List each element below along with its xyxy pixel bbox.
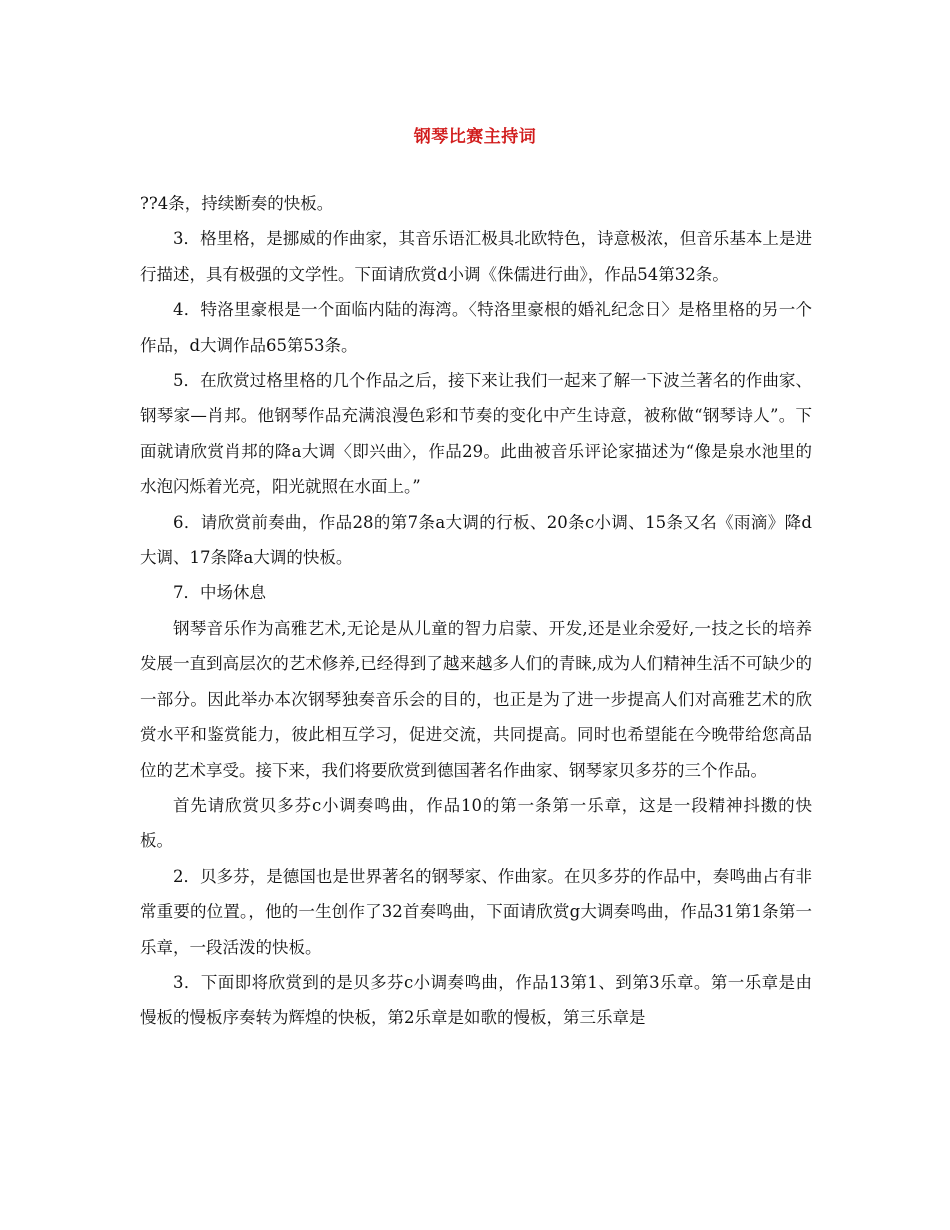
paragraph-beethoven-second: 2．贝多芬，是德国也是世界著名的钢琴家、作曲家。在贝多芬的作品中，奏鸣曲占有非常重要的位置。，他的一生创作了32首奏鸣曲，下面请欣赏g大调奏鸣曲，作品31第1条第一乐章，一段活泼的快板。 [140,866,812,957]
paragraph-continuation: ??4条，持续断奏的快板。 [140,194,334,213]
paragraph-troldhaugen: 4．特洛里豪根是一个面临内陆的海湾。〈特洛里豪根的婚礼纪念日〉是格里格的另一个作品，d大调作品65第53条。 [140,300,812,355]
paragraph-chopin-intro: 5．在欣赏过格里格的几个作品之后，接下来让我们一起来了解一下波兰著名的作曲家、钢琴家—肖邦。他钢琴作品充满浪漫色彩和节奏的变化中产生诗意，被称做“钢琴诗人”。下面就请欣赏肖邦的降a大调〈即兴曲〉，作品29。此曲被音乐评论家描述为“像是泉水池里的水泡闪烁着光亮，阳光就照在水面上。” [140,371,812,497]
paragraph-preludes: 6．请欣赏前奏曲，作品28的第7条a大调的行板、20条c小调、15条又名《雨滴》降d大调、17条降a大调的快板。 [140,512,812,568]
document-body [140,186,812,1036]
paragraph-beethoven-first: 首先请欣赏贝多芬c小调奏鸣曲，作品10的第一条第一乐章，这是一段精神抖擞的快板。 [140,795,812,851]
paragraph-grieg-intro: 3．格里格，是挪威的作曲家，其音乐语汇极具北欧特色，诗意极浓，但音乐基本上是进行描述，具有极强的文学性。下面请欣赏d小调《侏儒进行曲》，作品54第32条。 [140,229,812,284]
document-title: 钢琴比赛主持词 [413,127,537,147]
paragraph-beethoven-third: 3．下面即将欣赏到的是贝多芬c小调奏鸣曲，作品13第1、到第3乐章。第一乐章是由慢板的慢板序奏转为辉煌的快板，第2乐章是如歌的慢板，第三乐章是 [140,972,812,1028]
paragraph-piano-music: 钢琴音乐作为高雅艺术,无论是从儿童的智力启蒙、开发,还是业余爱好,一技之长的培养发展一直到高层次的艺术修养,已经得到了越来越多人们的青睐,成为人们精神生活不可缺少的一部分。因此举办本次钢琴独奏音乐会的目的，也正是为了进一步提高人们对高雅艺术的欣赏水平和鉴赏能力，彼此相互学习，促进交流，共同提高。同时也希望能在今晚带给您高品位的艺术享受。接下来，我们将要欣赏到德国著名作曲家、钢琴家贝多芬的三个作品。 [140,618,812,780]
paragraph-intermission: 7．中场休息 [173,583,266,603]
